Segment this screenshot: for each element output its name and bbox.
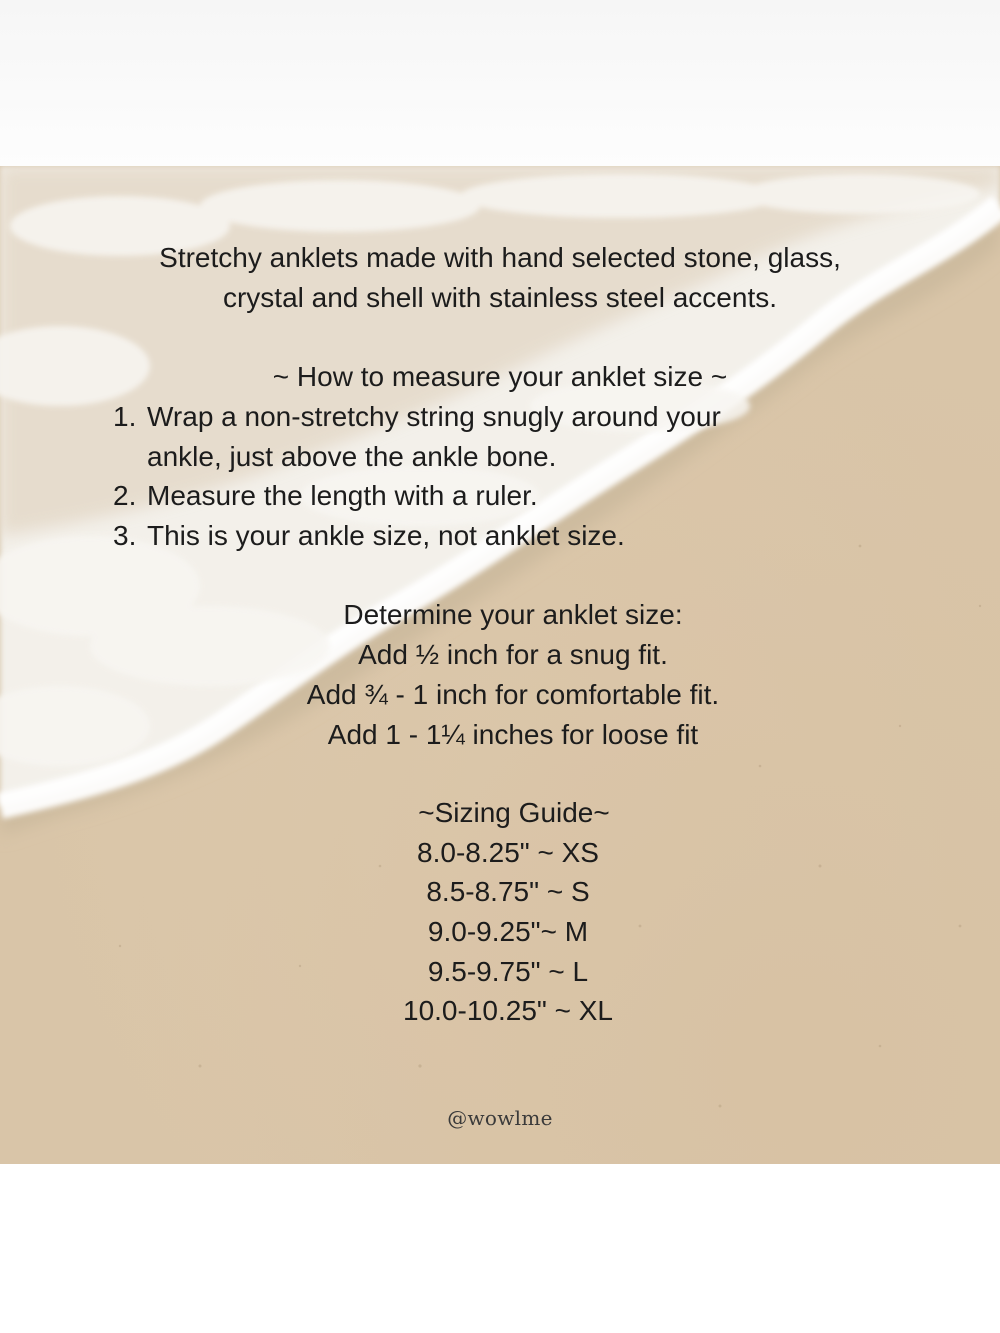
determine-line-snug: Add ½ inch for a snug fit.	[358, 639, 668, 670]
sizing-row-m: 9.0-9.25"~ M	[427, 916, 589, 947]
measure-step-3	[113, 516, 625, 556]
step-text: Measure the length with a ruler.	[147, 480, 538, 511]
step-number: 2.	[113, 480, 137, 511]
measure-step-2	[113, 476, 538, 516]
intro-line-1: Stretchy anklets made with hand selected stone, glass,	[159, 242, 841, 273]
sizing-row-xl: 10.0-10.25" ~ XL	[403, 995, 613, 1026]
determine-line-comfortable: Add ¾ - 1 inch for comfortable fit.	[306, 679, 720, 710]
intro-line-2: crystal and shell with stainless steel accents.	[222, 282, 778, 313]
bottom-blank-band	[0, 1164, 1000, 1333]
watermark-handle: @wowlme	[447, 1106, 553, 1130]
sizing-heading: ~Sizing Guide~	[418, 797, 610, 828]
determine-line-loose: Add 1 - 1¼ inches for loose fit	[327, 719, 699, 750]
sizing-row-xs: 8.0-8.25" ~ XS	[417, 837, 599, 868]
sizing-row-l: 9.5-9.75" ~ L	[427, 956, 589, 987]
step-text: Wrap a non-stretchy string snugly around your	[147, 401, 721, 432]
measure-heading: ~ How to measure your anklet size ~	[272, 361, 728, 392]
measure-step-1	[113, 397, 721, 437]
anklet-info-text	[0, 166, 1000, 1164]
measure-step-1-continued: ankle, just above the ankle bone.	[147, 441, 557, 472]
step-number: 1.	[113, 401, 137, 432]
determine-heading: Determine your anklet size:	[343, 599, 683, 630]
sizing-row-s: 8.5-8.75" ~ S	[426, 876, 590, 907]
step-number: 3.	[113, 520, 137, 551]
beach-photo-panel	[0, 166, 1000, 1164]
top-blank-band	[0, 0, 1000, 166]
step-text: This is your ankle size, not anklet size.	[147, 520, 625, 551]
